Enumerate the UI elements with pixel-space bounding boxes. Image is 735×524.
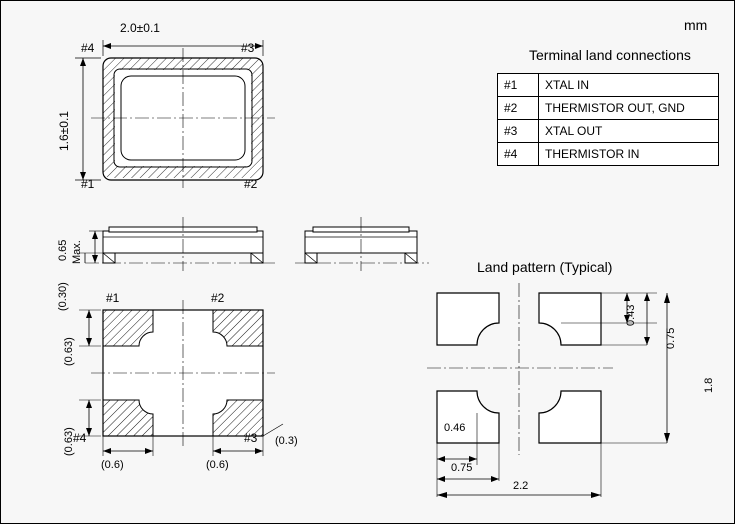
top-view-pad-1-label: #1 (81, 177, 95, 191)
terminal-connections-table (497, 73, 719, 166)
side-view-height-dim: 0.65 (57, 239, 69, 261)
top-view-pad-4-label: #4 (81, 41, 95, 55)
side-view-step-dim: (0.30) (57, 282, 69, 311)
bottom-view-pad-4-label: #4 (73, 431, 87, 445)
side-view-height-max-label: Max. (71, 240, 83, 264)
land-pattern (421, 283, 721, 513)
top-view-pad-3-label: #3 (241, 41, 255, 55)
top-view-height-dim: 1.6±0.1 (57, 111, 71, 151)
table-row (498, 97, 719, 120)
land-pattern-dim-18: 1.8 (703, 377, 715, 393)
land-pattern-dim-075-bottom: 0.75 (451, 462, 473, 474)
terminal-name: THERMISTOR OUT, GND (539, 97, 719, 120)
bottom-view-dim-06-left: (0.6) (101, 459, 124, 471)
top-view (61, 36, 291, 196)
terminal-table-title: Terminal land connections (529, 47, 691, 63)
bottom-view-dim-03: (0.3) (275, 435, 298, 447)
terminal-id: #2 (498, 97, 539, 120)
table-row (498, 120, 719, 143)
terminal-id: #3 (498, 120, 539, 143)
land-pattern-title: Land pattern (Typical) (477, 259, 613, 275)
terminal-name: XTAL IN (539, 74, 719, 97)
table-row (498, 74, 719, 97)
terminal-name: THERMISTOR IN (539, 143, 719, 166)
land-pattern-dim-043: 0.43 (625, 304, 637, 326)
bottom-view-pad-1-label: #1 (106, 291, 120, 305)
top-view-width-dim: 2.0±0.1 (120, 21, 160, 35)
terminal-name: XTAL OUT (539, 120, 719, 143)
bottom-view-pad-3-label: #3 (244, 431, 258, 445)
top-view-pad-2-label: #2 (244, 177, 258, 191)
units-label: mm (684, 17, 708, 33)
land-pattern-dim-22: 2.2 (513, 480, 529, 492)
land-pattern-dim-046: 0.46 (444, 422, 466, 434)
bottom-view-dim-06-right: (0.6) (206, 459, 229, 471)
bottom-view-dim-063-bottom: (0.63) (63, 427, 75, 456)
terminal-id: #1 (498, 74, 539, 97)
land-pattern-dim-075-right: 0.75 (665, 327, 677, 349)
side-view-end (291, 211, 431, 281)
table-row (498, 143, 719, 166)
bottom-view-dim-063-top: (0.63) (63, 337, 75, 366)
side-view-front (61, 211, 291, 281)
terminal-id: #4 (498, 143, 539, 166)
bottom-view-pad-2-label: #2 (211, 291, 225, 305)
